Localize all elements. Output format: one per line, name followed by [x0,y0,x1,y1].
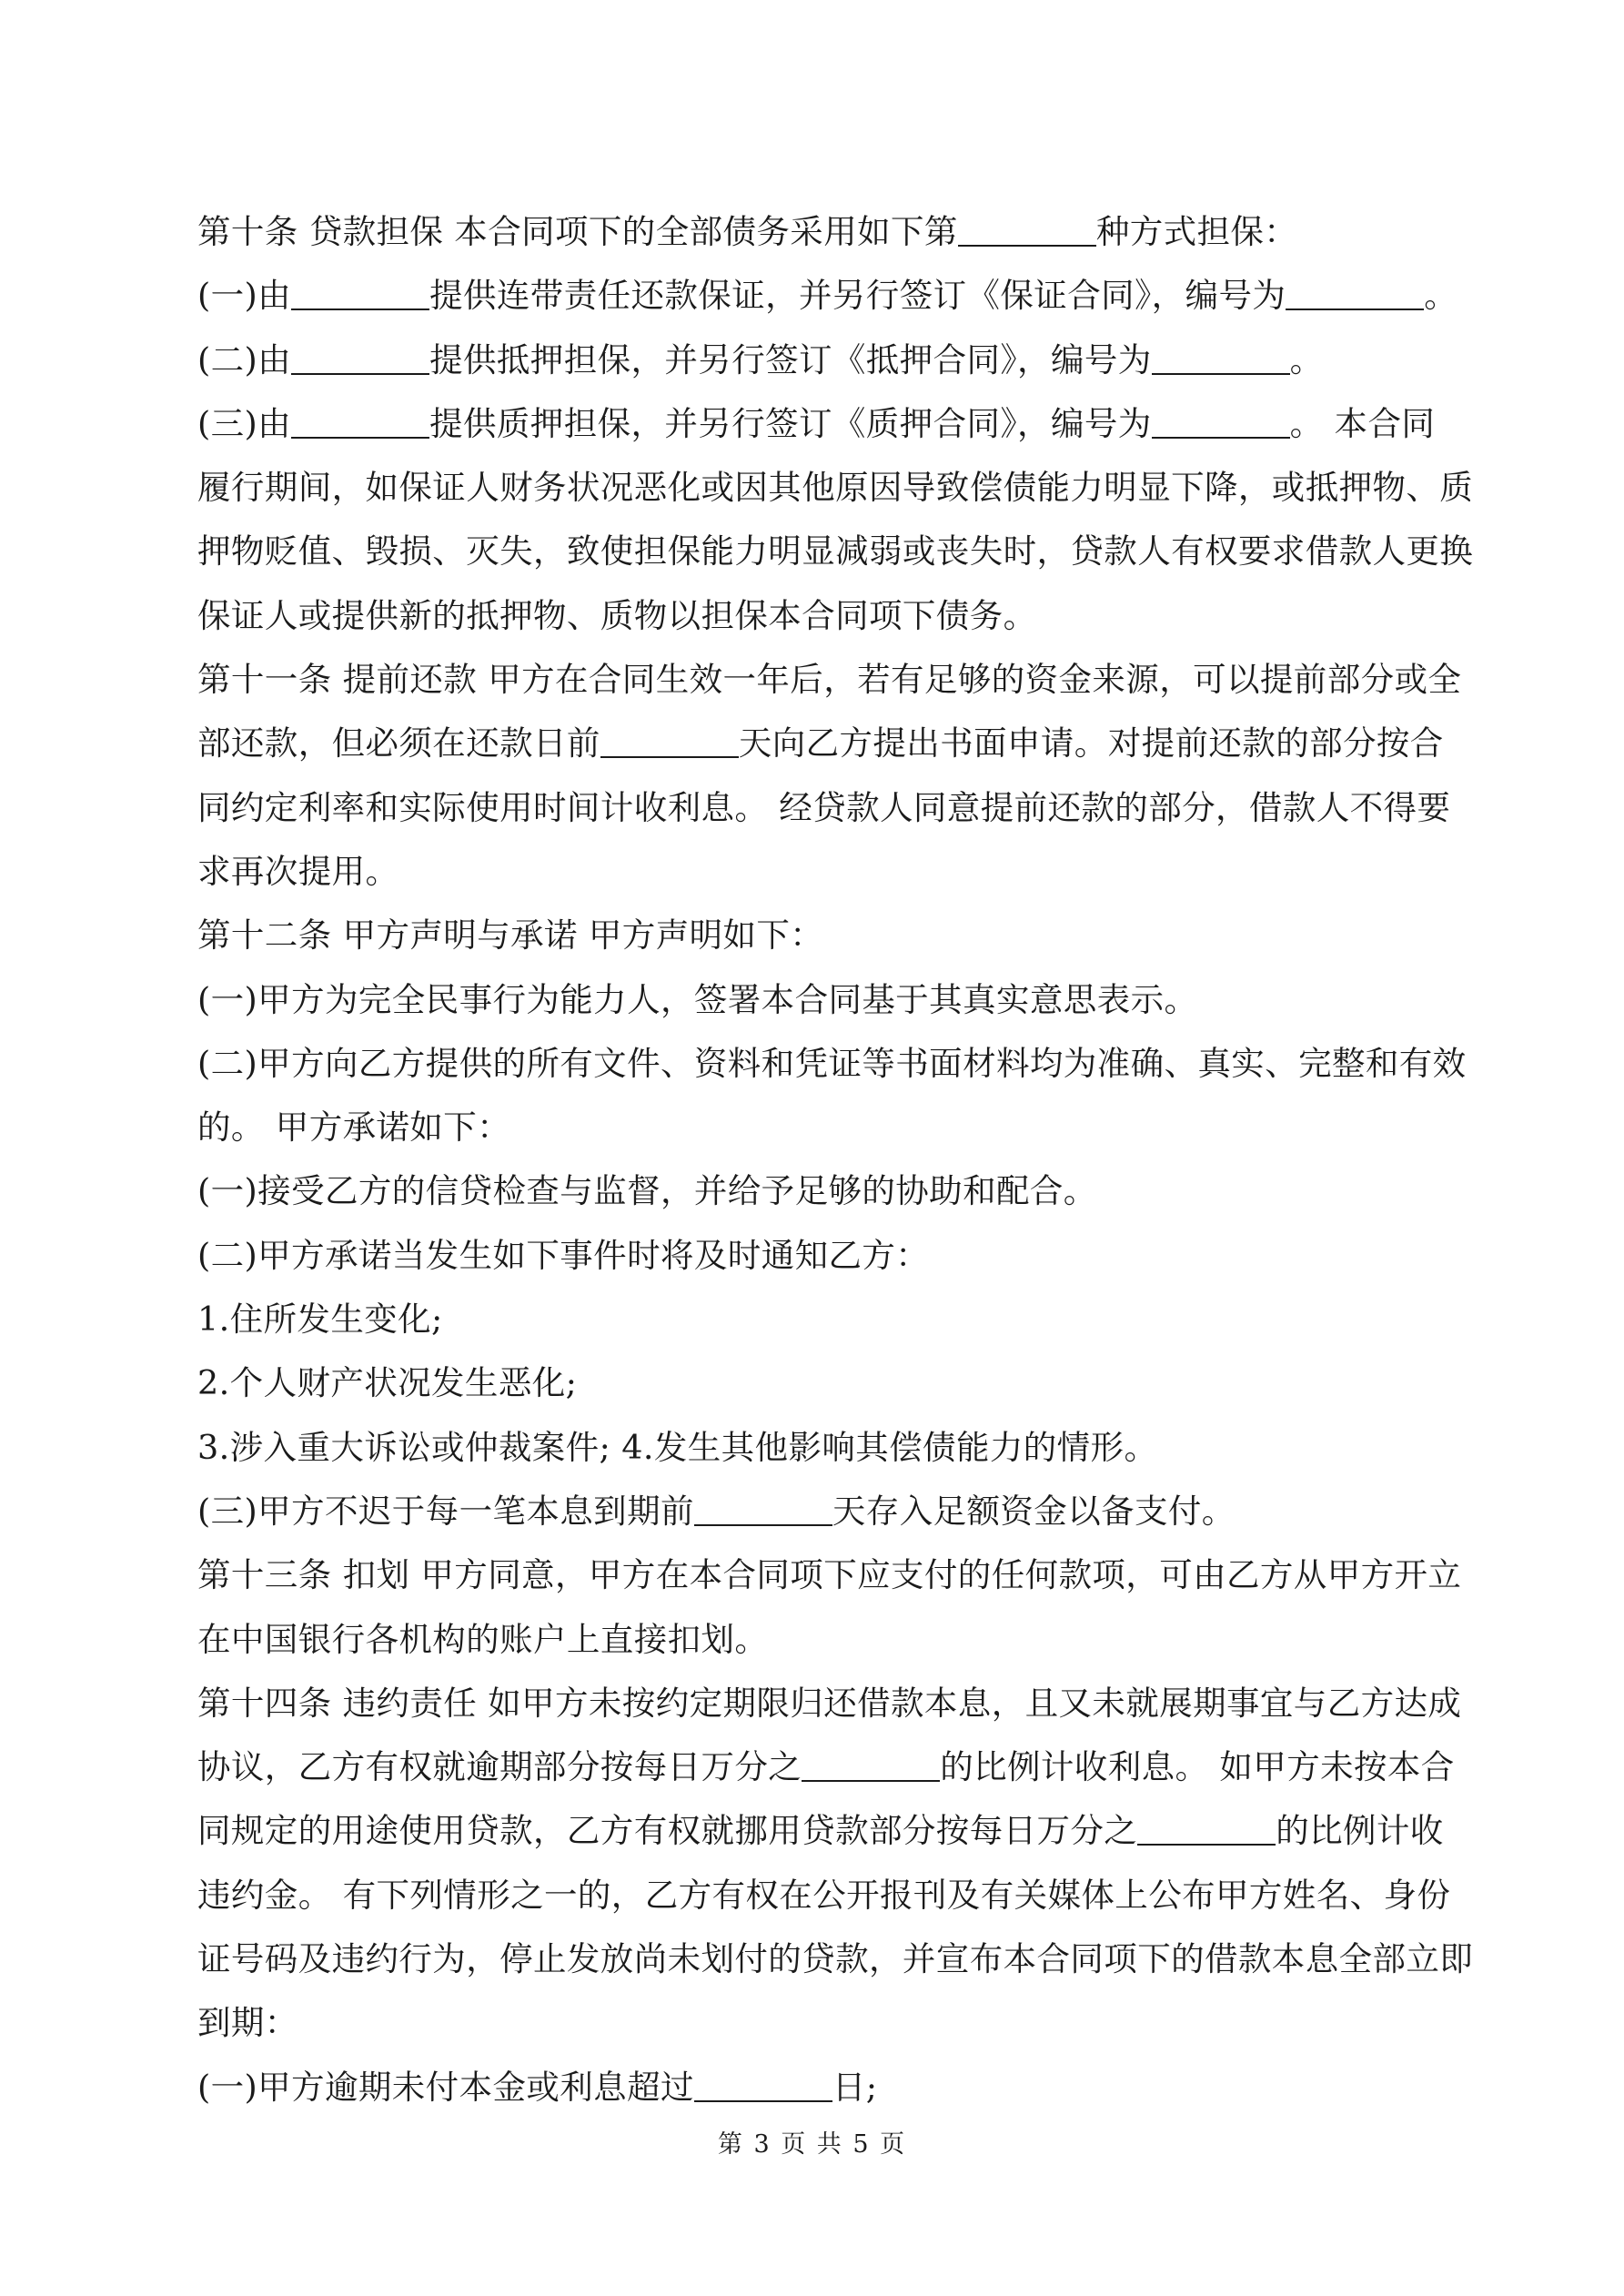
article-12-promise-2: (二)甲方承诺当发生如下事件时将及时通知乙方： [197,1235,930,1275]
article-10-line-1: 第十条 贷款担保 本合同项下的全部债务采用如下第 种方式担保： [197,212,1298,251]
document-body [197,200,1474,2119]
fill-blank [694,1493,832,1526]
article-14-line-4: 违约金。 有下列情形之一的，乙方有权在公开报刊及有关媒体上公布甲方姓名、身份 [197,1875,1451,1915]
fill-blank [600,725,739,758]
article-11-line-1: 第十一条 提前还款 甲方在合同生效一年后，若有足够的资金来源，可以提前部分或全 [197,660,1462,700]
article-11-line-2: 部还款，但必须在还款日前 天向乙方提出书面申请。对提前还款的部分按合 [197,723,1444,764]
article-10-item-3-line-4: 保证人或提供新的抵押物、质物以担保本合同项下债务。 [197,595,1037,635]
article-12-heading: 第十二条 甲方声明与承诺 甲方声明如下： [197,915,824,956]
article-12-declaration-1: (一)甲方为完全民事行为能力人，签署本合同基于其真实意思表示。 [197,979,1198,1019]
article-12-promise-1: (一)接受乙方的信贷检查与监督，并给予足够的协助和配合。 [197,1171,1097,1211]
article-12-event-2: 2.个人财产状况发生恶化; [197,1363,578,1403]
article-11-line-4: 求再次提用。 [197,851,399,891]
fill-blank [694,2069,832,2102]
fill-blank [291,278,429,310]
fill-blank [958,214,1096,247]
article-10-item-2: (二)由 提供抵押担保，并另行签订《抵押合同》，编号为 。 [197,339,1324,379]
page-number-footer: 第 3 页 共 5 页 [717,2130,907,2159]
article-10-item-1: (一)由 提供连带责任还款保证，并另行签订《保证合同》，编号为 。 [197,276,1458,316]
article-12-event-1: 1.住所发生变化; [197,1300,443,1340]
article-14-line-1: 第十四条 违约责任 如甲方未按约定期限归还借款本息，且又未就展期事宜与乙方达成 [197,1683,1462,1723]
article-14-line-5: 证号码及违约行为，停止发放尚未划付的贷款，并宣布本合同项下的借款本息全部立即 [197,1939,1474,1979]
article-14-line-2: 协议，乙方有权就逾期部分按每日万分之 的比例计收利息。 如甲方未按本合 [197,1747,1455,1787]
article-10-item-3-line-2: 履行期间，如保证人财务状况恶化或因其他原因导致偿债能力明显下降，或抵押物、质 [197,468,1474,508]
article-12-declaration-2-line-2: 的。 甲方承诺如下： [197,1108,511,1148]
article-14-item-1: (一)甲方逾期未付本金或利息超过 日; [197,2067,878,2107]
fill-blank [1286,278,1424,310]
article-11-line-3: 同约定利率和实际使用时间计收利息。 经贷款人同意提前还款的部分，借款人不得要 [197,787,1451,827]
fill-blank [1137,1813,1276,1846]
fill-blank [1152,406,1290,439]
article-10-item-3-line-1: (三)由 提供质押担保，并另行签订《质押合同》，编号为 。 本合同 [197,403,1436,443]
fill-blank [1152,342,1290,375]
article-14-line-3: 同规定的用途使用贷款，乙方有权就挪用贷款部分按每日万分之 的比例计收 [197,1811,1444,1851]
article-13-line-2: 在中国银行各机构的账户上直接扣划。 [197,1619,769,1659]
article-10-item-3-line-3: 押物贬值、毁损、灭失，致使担保能力明显减弱或丧失时，贷款人有权要求借款人更换 [197,531,1474,571]
fill-blank [291,342,429,375]
fill-blank [802,1749,940,1782]
article-13-line-1: 第十三条 扣划 甲方同意，甲方在本合同项下应支付的任何款项，可由乙方从甲方开立 [197,1555,1462,1595]
article-12-event-3-4: 3.涉入重大诉讼或仲裁案件; 4.发生其他影响其偿债能力的情形。 [197,1427,1158,1467]
fill-blank [291,406,429,439]
article-12-promise-3: (三)甲方不迟于每一笔本息到期前 天存入足额资金以备支付。 [197,1491,1236,1531]
article-14-line-6: 到期： [197,2003,298,2043]
article-12-declaration-2-line-1: (二)甲方向乙方提供的所有文件、资料和凭证等书面材料均为准确、真实、完整和有效 [197,1043,1467,1083]
